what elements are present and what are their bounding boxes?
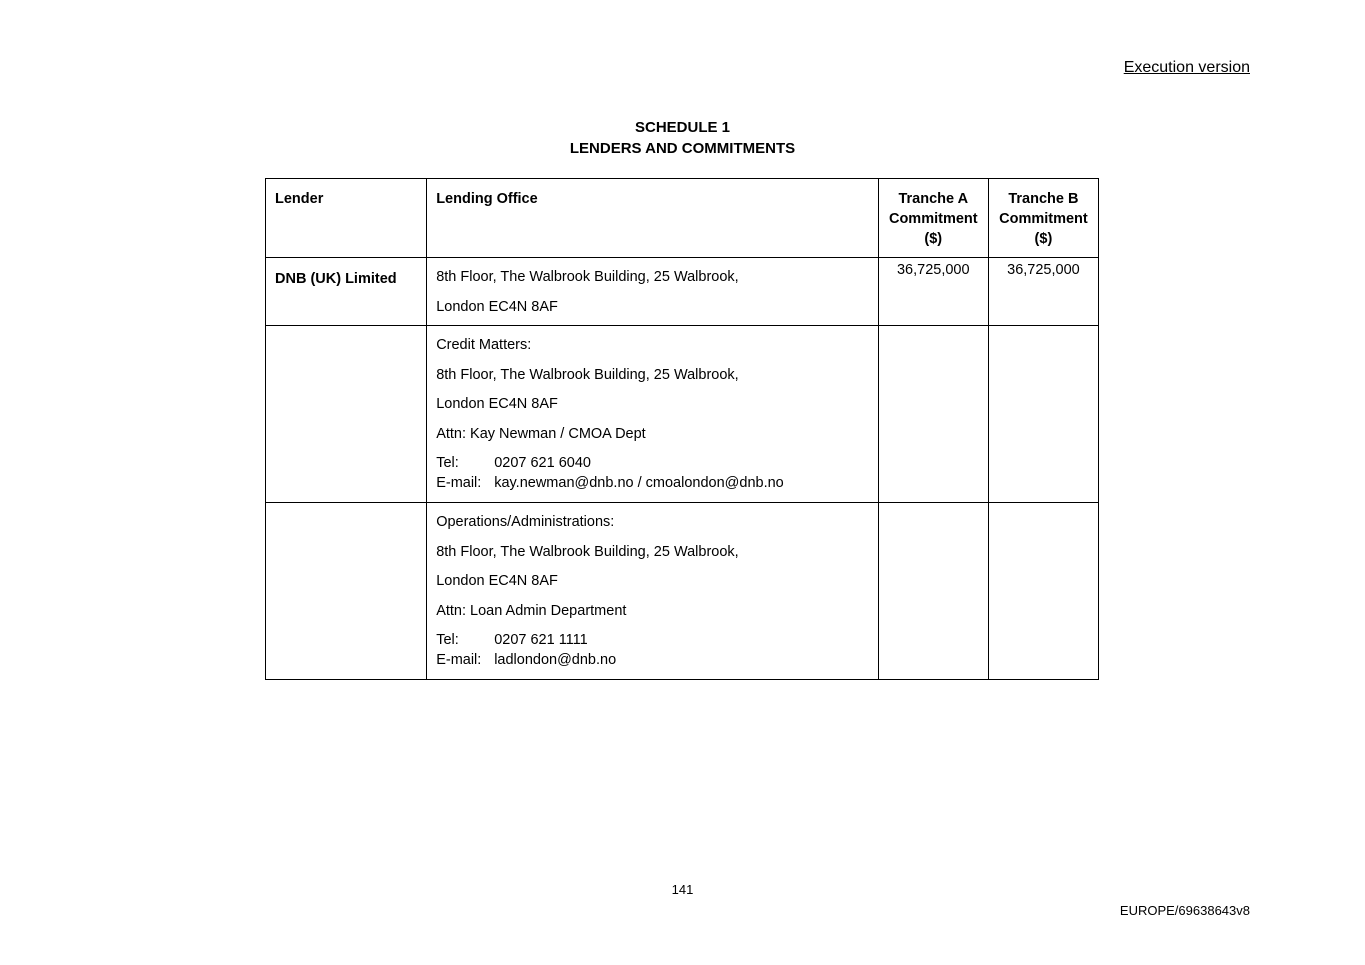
- header-tranche-a-line2: Commitment: [888, 211, 978, 227]
- email-value: ladlondon@dnb.no: [494, 652, 617, 668]
- tranche-a-amount: [878, 326, 988, 503]
- tranche-b-amount: 36,725,000: [988, 258, 1098, 326]
- schedule-heading: [0, 117, 1365, 159]
- table-row: [266, 503, 1099, 680]
- email-label: E-mail:: [436, 475, 482, 491]
- tel-line: [436, 630, 878, 650]
- tranche-a-amount: [878, 503, 988, 680]
- header-tranche-b-line1: Tranche B: [1008, 191, 1079, 207]
- page-number: 141: [671, 882, 694, 897]
- schedule-title: SCHEDULE 1: [634, 119, 731, 136]
- tel-label: Tel:: [436, 455, 459, 471]
- email-line: [436, 650, 878, 670]
- email-line: [436, 473, 878, 493]
- office-line: London EC4N 8AF: [436, 573, 558, 589]
- office-line: Credit Matters:: [436, 337, 532, 353]
- header-tranche-a-line3: ($): [924, 231, 943, 247]
- lenders-commitments-table: [265, 178, 1099, 680]
- email-value: kay.newman@dnb.no / cmoalondon@dnb.no: [494, 475, 784, 491]
- office-line: 8th Floor, The Walbrook Building, 25 Walbrook,: [436, 543, 739, 560]
- table-row: [266, 326, 1099, 503]
- tel-value: 0207 621 6040: [494, 455, 591, 471]
- tranche-b-amount: [988, 326, 1098, 503]
- tel-label: Tel:: [436, 632, 459, 648]
- office-line: Operations/Administrations:: [436, 514, 615, 530]
- header-tranche-b-line3: ($): [1034, 231, 1053, 247]
- header-lender: Lender: [266, 179, 427, 258]
- table-row: [266, 258, 1099, 326]
- email-label: E-mail:: [436, 652, 482, 668]
- office-line: 8th Floor, The Walbrook Building, 25 Walbrook,: [436, 366, 739, 383]
- office-line: Attn: Kay Newman / CMOA Dept: [436, 425, 646, 442]
- header-tranche-b-line2: Commitment: [999, 211, 1088, 227]
- lending-office-cell: [427, 258, 879, 326]
- schedule-subtitle: LENDERS AND COMMITMENTS: [569, 140, 796, 157]
- table-header-row: [266, 179, 1099, 258]
- office-line: 8th Floor, The Walbrook Building, 25 Walbrook,: [436, 269, 739, 285]
- lending-office-cell: [427, 503, 879, 680]
- tel-line: [436, 453, 878, 473]
- header-lending-office: Lending Office: [427, 179, 879, 258]
- office-line: Attn: Loan Admin Department: [436, 602, 627, 619]
- lender-name: DNB (UK) Limited: [266, 258, 427, 326]
- lender-name: [266, 503, 427, 680]
- lending-office-cell: [427, 326, 879, 503]
- header-tranche-b: [988, 179, 1098, 258]
- office-line: London EC4N 8AF: [436, 396, 558, 412]
- document-reference: EUROPE/69638643v8: [1119, 903, 1250, 918]
- tel-value: 0207 621 1111: [494, 632, 588, 648]
- lender-name: [266, 326, 427, 503]
- header-tranche-a: [878, 179, 988, 258]
- header-tranche-a-line1: Tranche A: [898, 191, 969, 207]
- office-line: London EC4N 8AF: [436, 298, 558, 315]
- tranche-a-amount: 36,725,000: [878, 258, 988, 326]
- tranche-b-amount: [988, 503, 1098, 680]
- execution-version-label: Execution version: [1123, 59, 1250, 76]
